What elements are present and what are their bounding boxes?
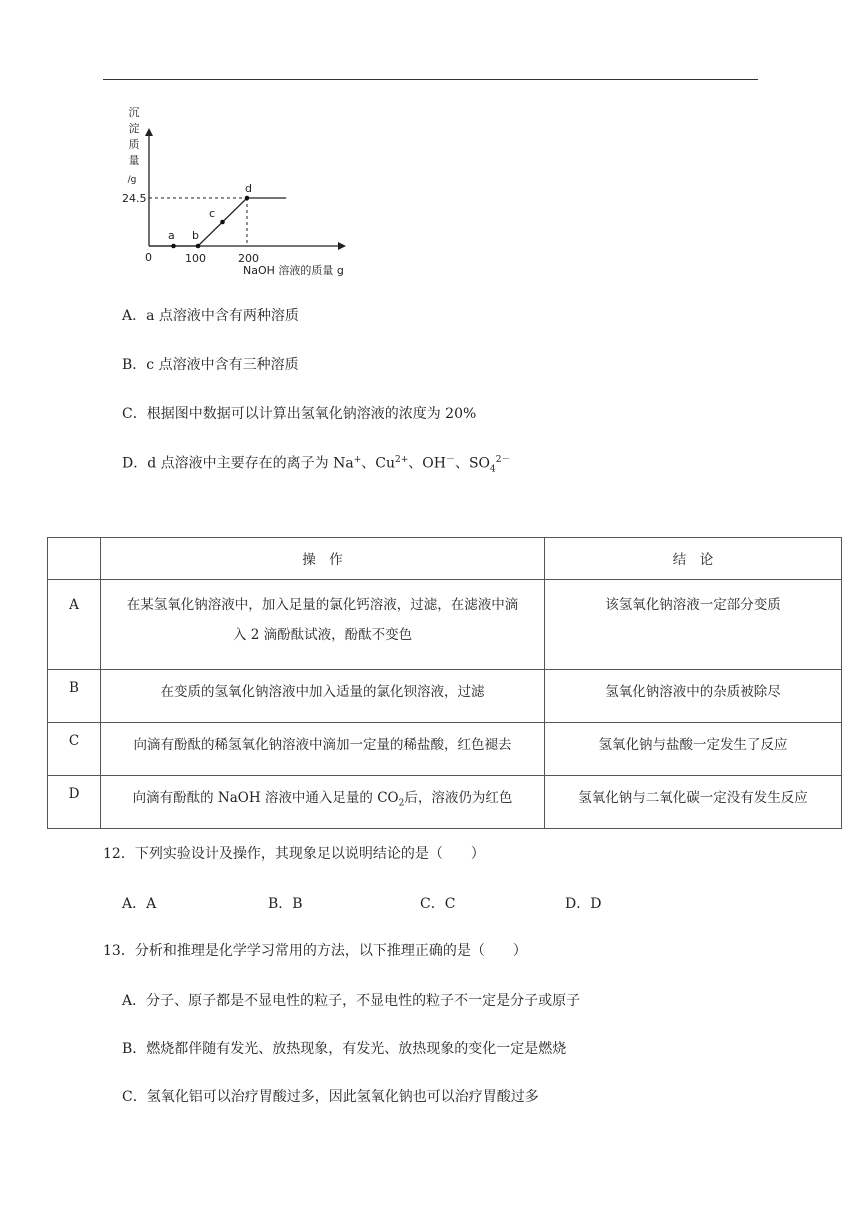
y-label-char: 量 bbox=[128, 154, 140, 167]
row-label: A bbox=[48, 580, 101, 670]
operation-text: 向滴有酚酞的 NaOH 溶液中通入足量的 CO bbox=[132, 790, 399, 806]
y-unit: /g bbox=[127, 175, 137, 185]
point-label-c: c bbox=[209, 207, 216, 220]
so4-subscript: 4 bbox=[490, 464, 496, 475]
q11-option-b: B．c 点溶液中含有三种溶质 bbox=[122, 357, 299, 373]
row-conclusion: 氢氧化钠与二氧化碳一定没有发生反应 bbox=[545, 776, 842, 829]
q13-option-c: C．氢氧化铝可以治疗胃酸过多，因此氢氧化钠也可以治疗胃酸过多 bbox=[122, 1089, 539, 1105]
q13-stem: 13．分析和推理是化学学习常用的方法，以下推理正确的是（ ） bbox=[103, 943, 527, 959]
operation-text: 后，溶液仍为红色 bbox=[404, 790, 513, 806]
q13-option-a: A．分子、原子都是不显电性的粒子，不显电性的粒子不一定是分子或原子 bbox=[122, 993, 581, 1009]
row-conclusion: 氢氧化钠溶液中的杂质被除尽 bbox=[545, 670, 842, 723]
point-label-a: a bbox=[168, 229, 175, 242]
y-label-char: 质 bbox=[128, 138, 140, 151]
table-row bbox=[48, 723, 842, 776]
na-charge: + bbox=[353, 455, 362, 465]
table-row bbox=[48, 580, 842, 670]
q12-option-c: C．C bbox=[420, 896, 456, 912]
option-d-text: 、SO bbox=[454, 455, 491, 472]
y-label-char: 淀 bbox=[128, 122, 140, 135]
table-header-conclusion: 结 论 bbox=[545, 538, 842, 580]
operation-line: 入 2 滴酚酞试液，酚酞不变色 bbox=[232, 627, 413, 643]
q12-option-d: D．D bbox=[565, 896, 602, 912]
point-label-b: b bbox=[192, 229, 199, 242]
cu-charge: 2+ bbox=[394, 455, 409, 465]
operation-line: 在某氢氧化钠溶液中，加入足量的氯化钙溶液，过滤，在滤液中滴 bbox=[126, 597, 519, 613]
y-tick-label: 24.5 bbox=[122, 192, 147, 205]
row-operation: 在变质的氢氧化钠溶液中加入适量的氯化钡溶液，过滤 bbox=[101, 670, 545, 723]
q12-option-a: A．A bbox=[122, 896, 157, 912]
q13-option-b: B．燃烧都伴随有发光、放热现象，有发光、放热现象的变化一定是燃烧 bbox=[122, 1041, 567, 1057]
point-d bbox=[245, 196, 250, 201]
table-row bbox=[48, 776, 842, 829]
option-d-text: 、Cu bbox=[361, 455, 395, 472]
so4-charge: 2－ bbox=[495, 455, 511, 465]
x-axis-label: NaOH 溶液的质量 g bbox=[243, 264, 344, 277]
q12-option-b: B．B bbox=[268, 896, 303, 912]
point-a bbox=[171, 244, 176, 249]
row-conclusion: 该氢氧化钠溶液一定部分变质 bbox=[545, 580, 842, 670]
row-operation: 向滴有酚酞的稀氢氧化钠溶液中滴加一定量的稀盐酸，红色褪去 bbox=[101, 723, 545, 776]
precipitate-graph bbox=[110, 100, 370, 280]
point-c bbox=[220, 220, 225, 225]
row-conclusion: 氢氧化钠与盐酸一定发生了反应 bbox=[545, 723, 842, 776]
point-b bbox=[196, 244, 201, 249]
q11-option-a: A．a 点溶液中含有两种溶质 bbox=[122, 308, 299, 324]
x-tick-label: 200 bbox=[238, 252, 259, 265]
table-header-row bbox=[48, 538, 842, 580]
y-label-char: 沉 bbox=[128, 106, 140, 119]
experiment-table bbox=[47, 537, 842, 829]
row-label: B bbox=[48, 670, 101, 723]
row-operation bbox=[101, 776, 545, 829]
header-rule bbox=[103, 79, 758, 80]
q12-stem: 12．下列实验设计及操作，其现象足以说明结论的是（ ） bbox=[103, 846, 485, 862]
table-header-blank bbox=[48, 538, 101, 580]
origin-label: 0 bbox=[145, 251, 152, 264]
option-d-text: D．d 点溶液中主要存在的离子为 Na bbox=[122, 455, 354, 472]
oh-charge: － bbox=[445, 455, 455, 465]
row-label: D bbox=[48, 776, 101, 829]
option-d-text: 、OH bbox=[408, 455, 446, 472]
row-operation bbox=[101, 580, 545, 670]
point-label-d: d bbox=[245, 182, 252, 195]
co2-subscript: 2 bbox=[398, 798, 405, 809]
x-axis-arrow bbox=[338, 242, 346, 250]
y-axis-arrow bbox=[145, 128, 153, 136]
table-row bbox=[48, 670, 842, 723]
q11-option-c: C．根据图中数据可以计算出氢氧化钠溶液的浓度为 20% bbox=[122, 406, 477, 422]
table-header-operation: 操 作 bbox=[101, 538, 545, 580]
x-tick-label: 100 bbox=[185, 252, 206, 265]
q11-option-d bbox=[122, 452, 511, 474]
row-label: C bbox=[48, 723, 101, 776]
